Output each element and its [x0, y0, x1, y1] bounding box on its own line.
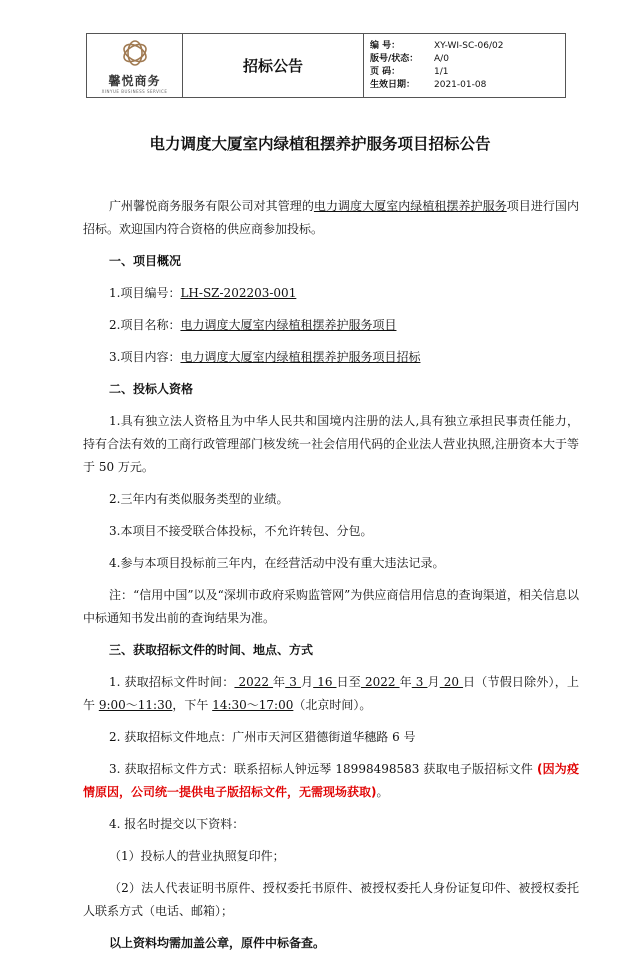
- section-heading: 二、投标人资格: [109, 382, 194, 396]
- project-number: 1.项目编号：LH-SZ-202203-001: [109, 286, 297, 300]
- meta-row-number: 编 号： XY-WI-SC-06/02: [370, 40, 504, 51]
- submission-item: （1）投标人的营业执照复印件；: [109, 849, 285, 863]
- qualification-item: 1.具有独立法人资格且为中华人民共和国境内注册的法人,具有独立承担民事责任能力，持有合法有效的工商行政管理部门核发统一社会信用代码的企业法人营业执照,注册资本大于等于 50 万元。: [83, 414, 579, 474]
- qualification-item: 2.三年内有类似服务类型的业绩。: [109, 492, 289, 506]
- section-heading: 三、获取招标文件的时间、地点、方式: [109, 643, 314, 657]
- acquisition-method: 3. 获取招标文件方式：联系招标人钟远琴 18998498583 获取电子版招标文件 (因为疫情原因，公司统一提供电子版招标文件，无需现场获取)。: [83, 762, 579, 799]
- acquisition-time: 1. 获取招标文件时间： 2022 年 3 月 16 日至 2022 年 3 月 20 日（节假日除外），上午 9:00～11:30，下午 14:30～17:00（北京时间）。: [83, 675, 579, 712]
- qualification-item: 3.本项目不接受联合体投标，不允许转包、分包。: [109, 524, 373, 538]
- company-logo-icon: [87, 38, 182, 72]
- project-name: 2.项目名称：电力调度大厦室内绿植租摆养护服务项目: [109, 318, 397, 332]
- qualification-item: 4.参与本项目投标前三年内，在经营活动中没有重大违法记录。: [109, 556, 445, 570]
- submission-intro: 4. 报名时提交以下资料：: [109, 817, 245, 831]
- document-type: 招标公告: [183, 34, 364, 98]
- logo-cell: [87, 34, 183, 98]
- meta-row-page: 页 码： 1/1: [370, 66, 449, 77]
- logo-name: 馨悦商务: [108, 73, 161, 88]
- submission-item: （2）法人代表证明书原件、授权委托书原件、被授权委托人身份证复印件、被授权委托人联系方式（电话、邮箱）；: [83, 881, 579, 918]
- section-heading: 一、项目概况: [109, 254, 182, 268]
- final-note: 以上资料均需加盖公章，原件中标备查。: [109, 936, 326, 950]
- document-title: 电力调度大厦室内绿植租摆养护服务项目招标公告: [149, 135, 491, 153]
- document-header: [86, 33, 566, 98]
- document-body: [83, 195, 579, 964]
- logo-subtitle: XINYUE BUSINESS SERVICE: [101, 88, 168, 94]
- meta-row-version: 版号/状态： A/0: [370, 53, 449, 64]
- acquisition-place: 2. 获取招标文件地点：广州市天河区猎德街道华穗路 6 号: [109, 730, 416, 744]
- qualification-note: 注：“信用中国”以及“深圳市政府采购监管网”为供应商信用信息的查询渠道，相关信息以中标通知书发出前的查询结果为准。: [83, 588, 579, 625]
- meta-row-date: 生效日期： 2021-01-08: [370, 79, 487, 90]
- project-content: 3.项目内容：电力调度大厦室内绿植租摆养护服务项目招标: [109, 350, 421, 364]
- intro-paragraph: 广州馨悦商务服务有限公司对其管理的电力调度大厦室内绿植租摆养护服务项目进行国内招标。欢迎国内符合资格的供应商参加投标。: [83, 199, 579, 236]
- document-meta: [364, 34, 566, 98]
